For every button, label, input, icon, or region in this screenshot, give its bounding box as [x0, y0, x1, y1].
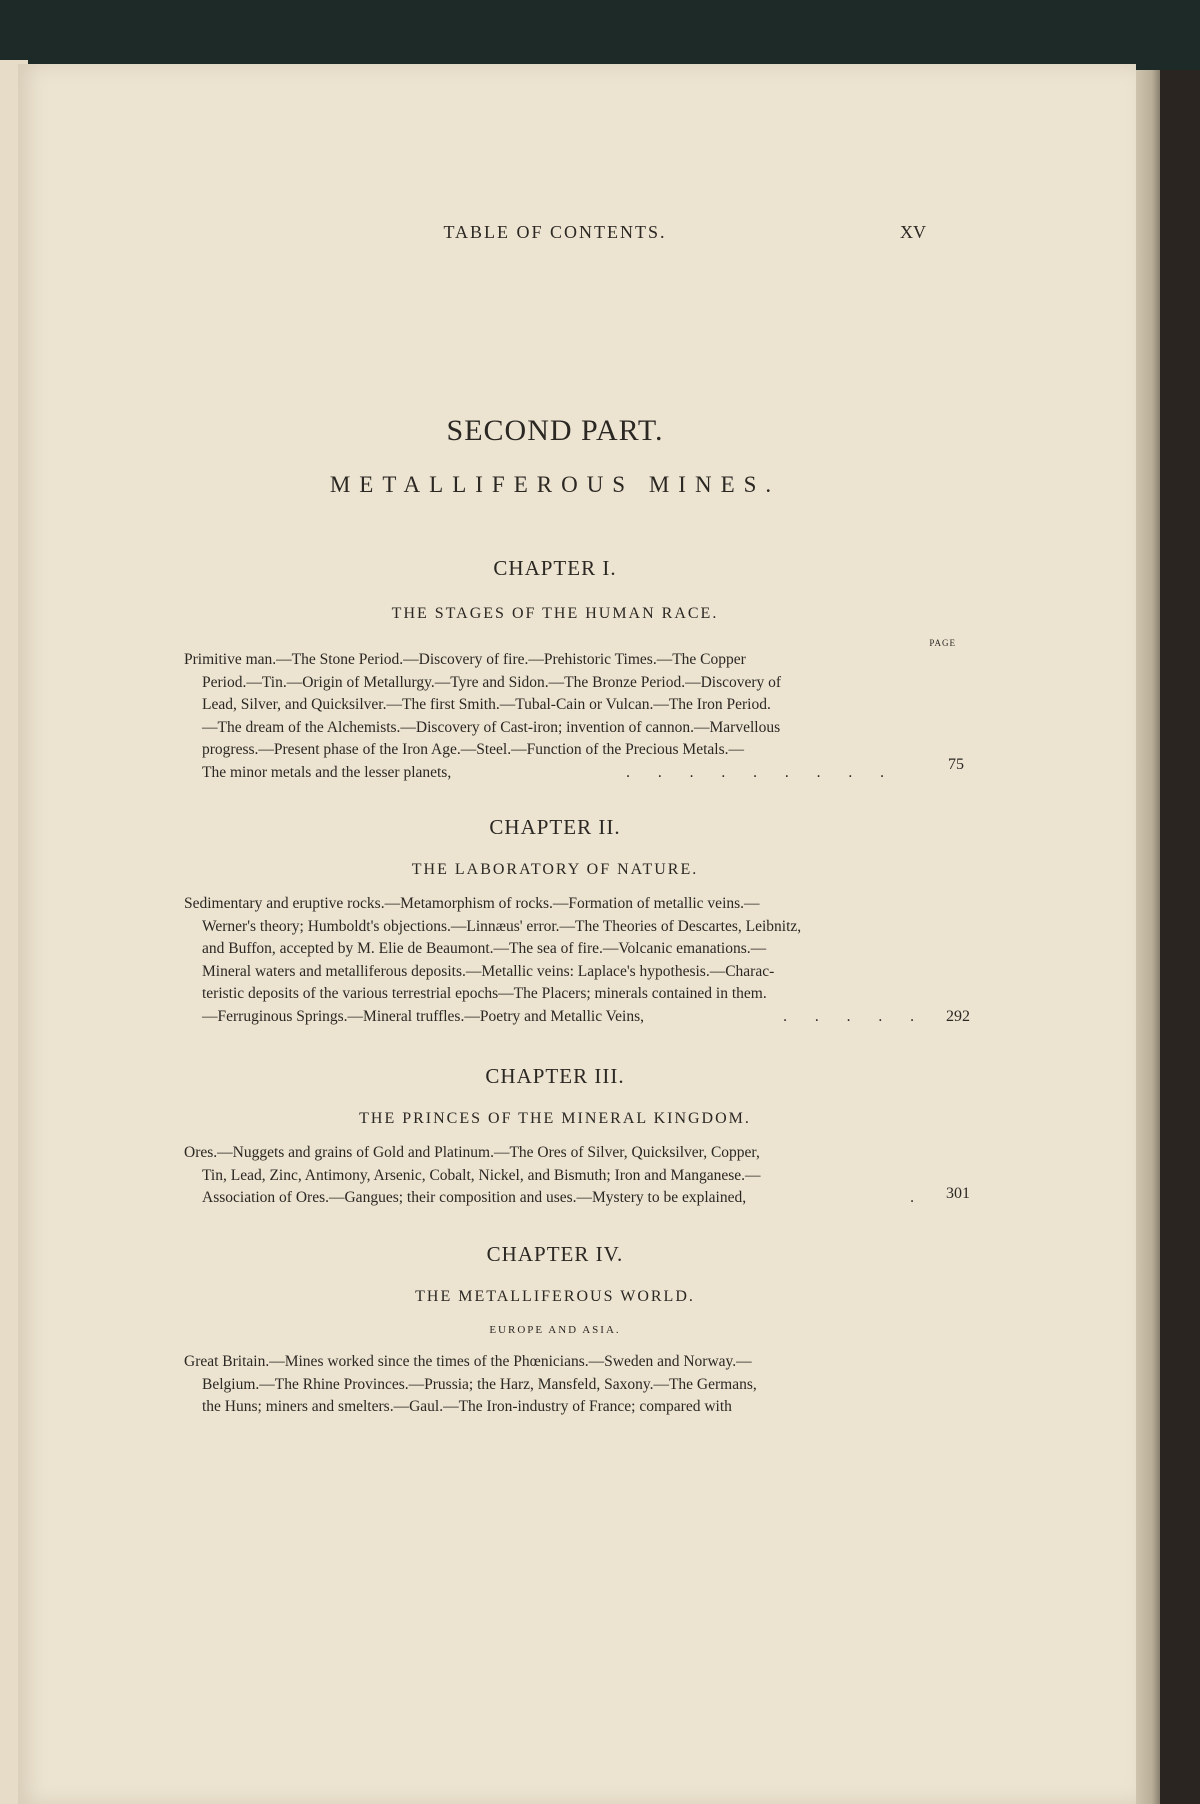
book-cover-edge [0, 0, 1200, 70]
entry-line: Sedimentary and eruptive rocks.—Metamorphism of rocks.—Formation of metallic veins.— [184, 895, 760, 912]
chapter-1-label: CHAPTER I. [493, 556, 617, 580]
chapter-2-title: THE LABORATORY OF NATURE. [411, 861, 699, 878]
chapter-4-label: CHAPTER IV. [486, 1242, 624, 1266]
entry-line-text: —Ferruginous Springs.—Mineral truffles.—Poetry and Metallic Veins, [202, 1007, 644, 1025]
entry-line: Period.—Tin.—Origin of Metallurgy.—Tyre and Sidon.—The Bronze Period.—Discovery of [202, 673, 782, 691]
chapter-1-entry [184, 649, 964, 785]
entry-line-last [184, 755, 964, 785]
chapter-4-entry [184, 1351, 926, 1419]
entry-line: Ores.—Nuggets and grains of Gold and Platinum.—The Ores of Silver, Quicksilver, Copper, [184, 1144, 760, 1161]
entry-line: Primitive man.—The Stone Period.—Discovery of fire.—Prehistoric Times.—The Copper [184, 651, 746, 668]
chapter-3-label: CHAPTER III. [485, 1064, 625, 1088]
chapter-3-title: THE PRINCES OF THE MINERAL KINGDOM. [359, 1110, 751, 1127]
entry-line: and Buffon, accepted by M. Elie de Beaumont.—The sea of fire.—Volcanic emanations.— [202, 940, 767, 958]
chapter-1-page: 75 [948, 755, 964, 773]
entry-line: Lead, Silver, and Quicksilver.—The first Smith.—Tubal-Cain or Vulcan.—The Iron Period. [202, 696, 771, 714]
dot-leader: . . . . . . . . . [626, 763, 896, 781]
running-head-title: TABLE OF CONTENTS. [443, 222, 667, 242]
part-title: SECOND PART. [446, 414, 664, 447]
entry-line-text: The minor metals and the lesser planets, [202, 763, 452, 781]
entry-line: Mineral waters and metalliferous deposits.—Metallic veins: Laplace's hypothesis.—Charac- [202, 962, 775, 980]
dot-leader: . [910, 1189, 926, 1207]
running-head [184, 222, 926, 248]
entry-line: the Huns; miners and smelters.—Gaul.—The Iron-industry of France; compared with [202, 1398, 732, 1416]
part-subtitle: METALLIFEROUS MINES. [329, 472, 781, 497]
page-column-label: PAGE [929, 638, 956, 648]
chapter-2-page: 292 [946, 1007, 970, 1025]
entry-line: —The dream of the Alchemists.—Discovery of Cast-iron; invention of cannon.—Marvellous [202, 718, 781, 736]
entry-line: Great Britain.—Mines worked since the times of the Phœnicians.—Sweden and Norway.— [184, 1353, 752, 1370]
chapter-3-entry [184, 1142, 970, 1210]
entry-line: Werner's theory; Humboldt's objections.—Linnæus' error.—The Theories of Descartes, Leibnitz, [202, 917, 802, 935]
entry-line-text: Association of Ores.—Gangues; their composition and uses.—Mystery to be explained, [202, 1189, 747, 1207]
chapter-2-label: CHAPTER II. [489, 815, 621, 839]
entry-line: teristic deposits of the various terrestrial epochs—The Placers; minerals contained in them. [202, 985, 767, 1003]
entry-line: Tin, Lead, Zinc, Antimony, Arsenic, Cobalt, Nickel, and Bismuth; Iron and Manganese.— [202, 1166, 761, 1184]
running-head-page-number: XV [900, 222, 926, 242]
dot-leader: . . . . . [783, 1007, 926, 1025]
entry-line: progress.—Present phase of the Iron Age.—Steel.—Function of the Precious Metals.— [202, 741, 744, 759]
chapter-4-title: THE METALLIFEROUS WORLD. [415, 1288, 695, 1305]
entry-line-last [184, 1006, 970, 1029]
chapter-2-entry [184, 893, 970, 1029]
chapter-3-page: 301 [946, 1185, 970, 1203]
chapter-4-subtitle: EUROPE AND ASIA. [489, 1324, 621, 1336]
entry-line-last [184, 1185, 970, 1210]
entry-line: Belgium.—The Rhine Provinces.—Prussia; the Harz, Mansfeld, Saxony.—The Germans, [202, 1375, 757, 1393]
book-page [18, 64, 1136, 1804]
chapter-1-title: THE STAGES OF THE HUMAN RACE. [391, 605, 719, 622]
